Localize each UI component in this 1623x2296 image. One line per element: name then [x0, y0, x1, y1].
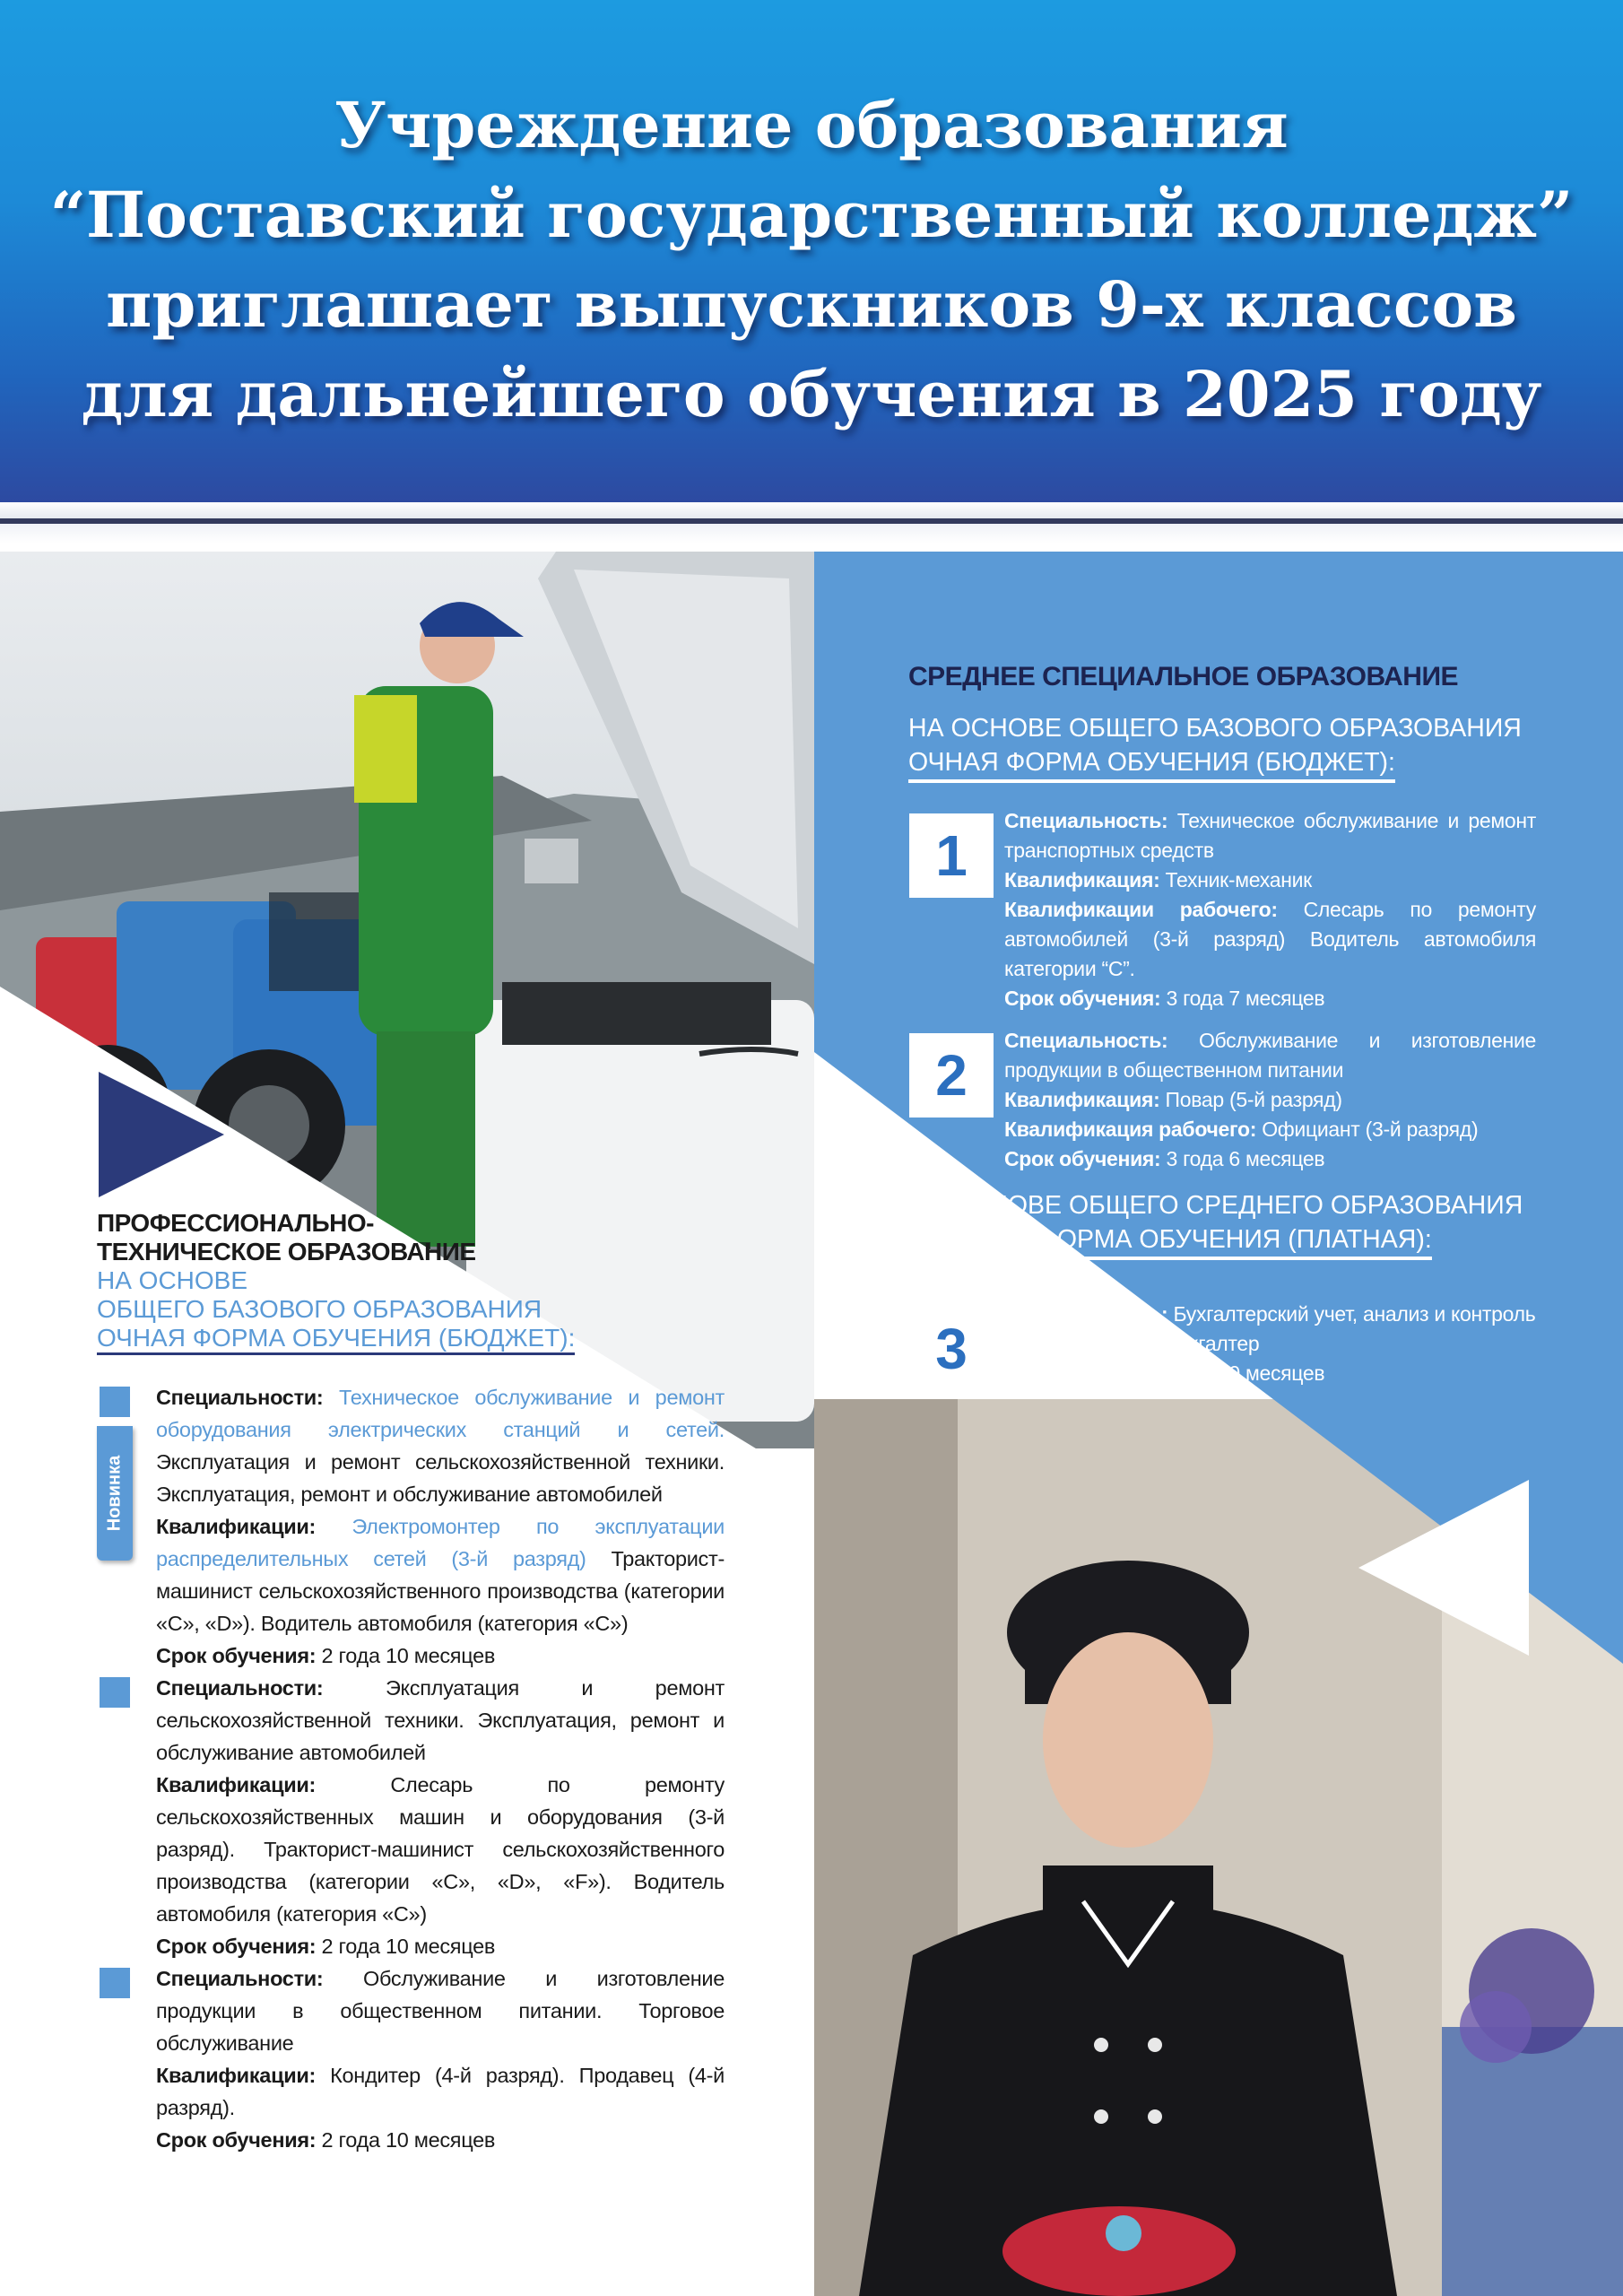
title-line-3: приглашает выпускников 9-х классов: [106, 267, 1517, 342]
section-subtitle: ЗАОЧНАЯ ФОРМА ОБУЧЕНИЯ (ПЛАТНАЯ):: [908, 1222, 1432, 1260]
section-subtitle: ОЧНАЯ ФОРМА ОБУЧЕНИЯ (БЮДЖЕТ):: [908, 745, 1395, 783]
qualification-text: Повар (5-й разряд): [1165, 1088, 1342, 1111]
worker-qualification-text: Официант (3-й разряд): [1262, 1118, 1479, 1141]
program-item: [908, 1026, 1536, 1174]
specialty-label: Специальность:: [1004, 809, 1168, 832]
specialty-label: Специальности:: [156, 1386, 324, 1409]
header-banner: [0, 0, 1623, 502]
program-details: [1004, 806, 1536, 1013]
new-badge: [97, 1426, 133, 1561]
qualification-new: Электромонтер по эксплуатации распределительных сетей (3-й разряд): [156, 1515, 725, 1570]
qualification-label: Квалификация:: [1004, 1332, 1160, 1355]
worker-qualification-label: Квалификация рабочего:: [1004, 1118, 1257, 1141]
qualification-label: Квалификации:: [156, 1773, 317, 1796]
bullet-square: [100, 1677, 130, 1708]
specialty-label: Специальности:: [156, 1967, 324, 1990]
qualification-label: Квалификация:: [1004, 868, 1160, 891]
program-item: [908, 1300, 1536, 1388]
term-value: 2 года 10 месяцев: [321, 1935, 496, 1958]
qualification-text: Слесарь по ремонту сельскохозяйственных машин и оборудования (3-й разряд). Тракторист-машинист сельскохозяйственного производства (категории «С», «D», «F»). Водитель автомобиля (категория «С»): [156, 1773, 725, 1926]
term-label: Срок обучения:: [1004, 987, 1161, 1010]
specialty-text: Обслуживание и изготовление продукции в общественном питании. Торговое обслуживание: [156, 1967, 725, 2055]
section-title: ТЕХНИЧЕСКОЕ ОБРАЗОВАНИЕ: [97, 1238, 476, 1265]
page-title: [36, 81, 1587, 439]
term-label: Срок обучения:: [156, 1935, 317, 1958]
term-label: Срок обучения:: [1004, 1361, 1161, 1385]
specialty-text: Бухгалтерский учет, анализ и контроль: [1173, 1302, 1536, 1326]
qualification-text: Техник-механик: [1165, 868, 1312, 891]
program-item: [908, 806, 1536, 1013]
triangle-decoration: [99, 1072, 224, 1197]
term-value: 3 года 6 месяцев: [1166, 1147, 1325, 1170]
term-value: 1 год 10 месяцев: [1166, 1361, 1325, 1385]
secondary-specialized-section: [908, 659, 1536, 1388]
triangle-decoration-white: [1358, 1480, 1529, 1656]
qualification-text: Тракторист-машинист сельскохозяйственного производства (категории «С», «D»). Водитель автомобиля (категория «С»): [156, 1547, 725, 1635]
term-label: Срок обучения:: [156, 2128, 317, 2152]
section-subtitle: ОБЩЕГО БАЗОВОГО ОБРАЗОВАНИЯ: [97, 1295, 542, 1323]
specialty-new: Техническое обслуживание и ремонт оборудования электрических станций и сетей.: [156, 1386, 725, 1441]
term-value: 2 года 10 месяцев: [321, 2128, 496, 2152]
section-subtitle: НА ОСНОВЕ ОБЩЕГО СРЕДНЕГО ОБРАЗОВАНИЯ: [908, 1191, 1523, 1220]
program-number: 1: [909, 813, 994, 898]
program-item: [97, 1381, 725, 1672]
vocational-program-list: [97, 1381, 725, 2156]
qualification-label: Квалификации:: [156, 1515, 317, 1538]
program-details: [1004, 1300, 1536, 1388]
divider-stripe: [0, 502, 1623, 518]
qualification-text: Кондитер (4-й разряд). Продавец (4-й разряд).: [156, 2064, 725, 2119]
divider-stripe-light: [0, 524, 1623, 544]
worker-qualification-label: Квалификации рабочего:: [1004, 898, 1278, 921]
section-subtitle: НА ОСНОВЕ ОБЩЕГО БАЗОВОГО ОБРАЗОВАНИЯ: [908, 714, 1522, 743]
title-line-4: для дальнейшего обучения в 2025 году: [81, 357, 1542, 431]
qualification-text: Бухгалтер: [1165, 1332, 1260, 1355]
program-item: [97, 1672, 725, 1962]
term-label: Срок обучения:: [156, 1644, 317, 1667]
specialty-text: Эксплуатация и ремонт сельскохозяйственной техники. Эксплуатация, ремонт и обслуживание автомобилей: [156, 1676, 725, 1764]
specialty-text: Эксплуатация и ремонт сельскохозяйственной техники. Эксплуатация, ремонт и обслуживание автомобилей: [156, 1450, 725, 1506]
specialty-text: Техническое обслуживание и ремонт транспортных средств: [1004, 809, 1537, 862]
specialty-label: Специальности:: [156, 1676, 324, 1700]
program-number: 2: [909, 1033, 994, 1118]
program-number: 3: [909, 1307, 994, 1391]
qualification-label: Квалификации:: [156, 2064, 317, 2087]
qualification-label: Квалификация:: [1004, 1088, 1160, 1111]
new-badge-label: Новинка: [104, 1455, 125, 1532]
specialty-label: Специальность:: [1004, 1302, 1168, 1326]
program-details: [156, 1672, 725, 1962]
vocational-section-heading: [97, 1209, 725, 1355]
program-item: [97, 1962, 725, 2156]
section-subtitle: НА ОСНОВЕ: [97, 1266, 248, 1294]
bullet-square: [100, 1387, 130, 1417]
program-details: [156, 1962, 725, 2156]
specialty-text: Обслуживание и изготовление продукции в общественном питании: [1004, 1029, 1537, 1082]
program-details: [156, 1381, 725, 1672]
specialty-label: Специальность:: [1004, 1029, 1168, 1052]
section-subtitle: ОЧНАЯ ФОРМА ОБУЧЕНИЯ (БЮДЖЕТ):: [97, 1324, 575, 1355]
worker-qualification-text: Слесарь по ремонту автомобилей (3-й разряд) Водитель автомобиля категории “С”.: [1004, 898, 1537, 980]
term-value: 3 года 7 месяцев: [1166, 987, 1325, 1010]
program-details: [1004, 1026, 1536, 1174]
term-label: Срок обучения:: [1004, 1147, 1161, 1170]
title-line-2: “Поставский государственный колледж”: [49, 178, 1574, 252]
section-title: ПРОФЕССИОНАЛЬНО-: [97, 1209, 375, 1237]
title-line-1: Учреждение образования: [334, 88, 1289, 162]
section-title: СРЕДНЕЕ СПЕЦИАЛЬНОЕ ОБРАЗОВАНИЕ: [908, 662, 1459, 691]
term-value: 2 года 10 месяцев: [321, 1644, 496, 1667]
bullet-square: [100, 1968, 130, 1998]
